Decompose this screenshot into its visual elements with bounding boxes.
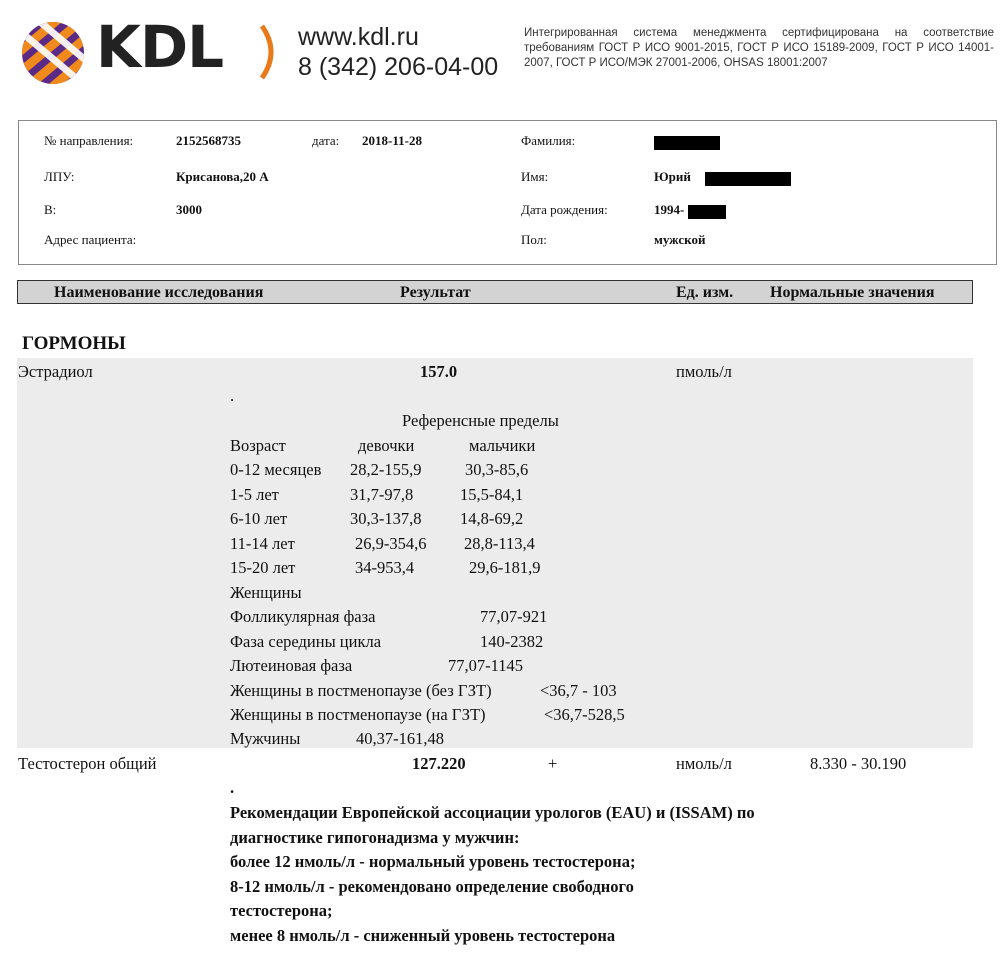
ref-phase: Лютеиновая фаза	[230, 656, 353, 675]
ref-age: 0-12 месяцев	[230, 460, 322, 479]
phone-number: 8 (342) 206-04-00	[298, 53, 499, 81]
contact-block	[298, 22, 498, 82]
ref-phase-range: <36,7-528,5	[544, 705, 625, 724]
testosterone-dot: .	[230, 778, 235, 797]
testosterone-unit: нмоль/л	[676, 754, 732, 773]
chevron-right-icon	[258, 24, 284, 80]
ref-phase-range: <36,7 - 103	[540, 681, 617, 700]
ref-phase: Мужчины	[230, 729, 301, 748]
name-value: Юрий	[654, 169, 691, 184]
ref-phase: Женщины в постменопаузе (на ГЗТ)	[230, 705, 486, 724]
ref-phase-range: 77,07-921	[480, 607, 548, 626]
ref-phase-range: 140-2382	[480, 632, 544, 651]
ref-girls: 28,2-155,9	[350, 460, 422, 479]
testosterone-normal: 8.330 - 30.190	[810, 754, 907, 773]
ref-girls: 26,9-354,6	[355, 534, 427, 553]
ref-phase-range: 77,07-1145	[448, 656, 524, 675]
ref-boys: 28,8-113,4	[464, 534, 535, 553]
testosterone-flag: +	[548, 754, 558, 773]
ref-girls: 30,3-137,8	[350, 509, 422, 528]
ref-women-label: Женщины	[230, 583, 302, 602]
estradiol-result: 157.0	[420, 362, 458, 381]
date-value: 2018-11-28	[362, 133, 422, 148]
ref-age: 6-10 лет	[230, 509, 288, 528]
recommendation-line: более 12 нмоль/л - нормальный уровень тестостерона;	[230, 852, 636, 871]
section-title: ГОРМОНЫ	[22, 333, 126, 354]
recommendation-line: диагностике гипогонадизма у мужчин:	[230, 828, 520, 847]
redacted-name	[705, 172, 791, 186]
ref-title: Референсные пределы	[402, 411, 559, 430]
redacted-dob	[688, 205, 726, 219]
recommendation-line: Рекомендации Европейской ассоциации урологов (EAU) и (ISSAM) по	[230, 803, 755, 822]
estradiol-name: Эстрадиол	[18, 362, 93, 381]
ref-boys: 14,8-69,2	[460, 509, 524, 528]
lpu-value: Крисанова,20 А	[176, 169, 269, 184]
sex-value: мужской	[654, 232, 706, 247]
col-name: Наименование исследования	[54, 284, 264, 301]
col-normal: Нормальные значения	[770, 284, 935, 301]
ref-phase: Фолликулярная фаза	[230, 607, 376, 626]
redacted-surname	[654, 136, 720, 150]
surname-label: Фамилия:	[521, 133, 576, 148]
brand-name: KDL	[96, 13, 224, 81]
recommendation-line: 8-12 нмоль/л - рекомендовано определение свободного	[230, 877, 634, 896]
ref-boys: 30,3-85,6	[465, 460, 529, 479]
testosterone-name: Тестостерон общий	[18, 754, 157, 773]
ref-col-age: Возраст	[230, 436, 286, 455]
testosterone-result: 127.220	[412, 754, 466, 773]
estradiol-dot: .	[230, 386, 235, 405]
estradiol-unit: пмоль/л	[676, 362, 732, 381]
dob-label: Дата рождения:	[521, 202, 608, 217]
certification-note: Интегрированная система менеджмента сертифицирована на соответствие требованиям ГОСТ Р ИСО 9001-2015, ГОСТ Р ИСО 15189-2009, ГОСТ Р ИСО 14001-2007, ГОСТ Р ИСО/МЭК 27001-2006, OHSAS 18001:2007	[524, 27, 994, 69]
ref-boys: 29,6-181,9	[469, 558, 541, 577]
referral-value: 2152568735	[176, 133, 241, 148]
v-label: В:	[44, 202, 57, 217]
recommendation-line: тестостерона;	[230, 901, 333, 920]
referral-label: № направления:	[44, 133, 134, 148]
ref-col-boys: мальчики	[469, 436, 536, 455]
col-result: Результат	[400, 284, 471, 301]
address-label: Адрес пациента:	[44, 232, 137, 247]
ref-col-girls: девочки	[358, 436, 415, 455]
website-link[interactable]: www.kdl.ru	[298, 23, 419, 51]
patient-info-box	[18, 120, 997, 265]
ref-age: 1-5 лет	[230, 485, 279, 504]
ref-phase-range: 40,37-161,48	[356, 729, 444, 748]
ref-phase: Фаза середины цикла	[230, 632, 382, 651]
dob-value: 1994-	[654, 202, 685, 217]
col-unit: Ед. изм.	[676, 284, 734, 301]
ref-phase: Женщины в постменопаузе (без ГЗТ)	[230, 681, 492, 700]
kdl-logo-icon	[20, 20, 86, 86]
recommendation-line: менее 8 нмоль/л - сниженный уровень тестостерона	[230, 926, 616, 945]
ref-boys: 15,5-84,1	[460, 485, 524, 504]
ref-girls: 31,7-97,8	[350, 485, 414, 504]
sex-label: Пол:	[521, 232, 547, 247]
v-value: 3000	[176, 202, 202, 217]
ref-age: 11-14 лет	[230, 534, 295, 553]
ref-girls: 34-953,4	[355, 558, 415, 577]
ref-age: 15-20 лет	[230, 558, 296, 577]
name-label: Имя:	[521, 169, 549, 184]
date-label: дата:	[312, 133, 340, 148]
lpu-label: ЛПУ:	[44, 169, 75, 184]
